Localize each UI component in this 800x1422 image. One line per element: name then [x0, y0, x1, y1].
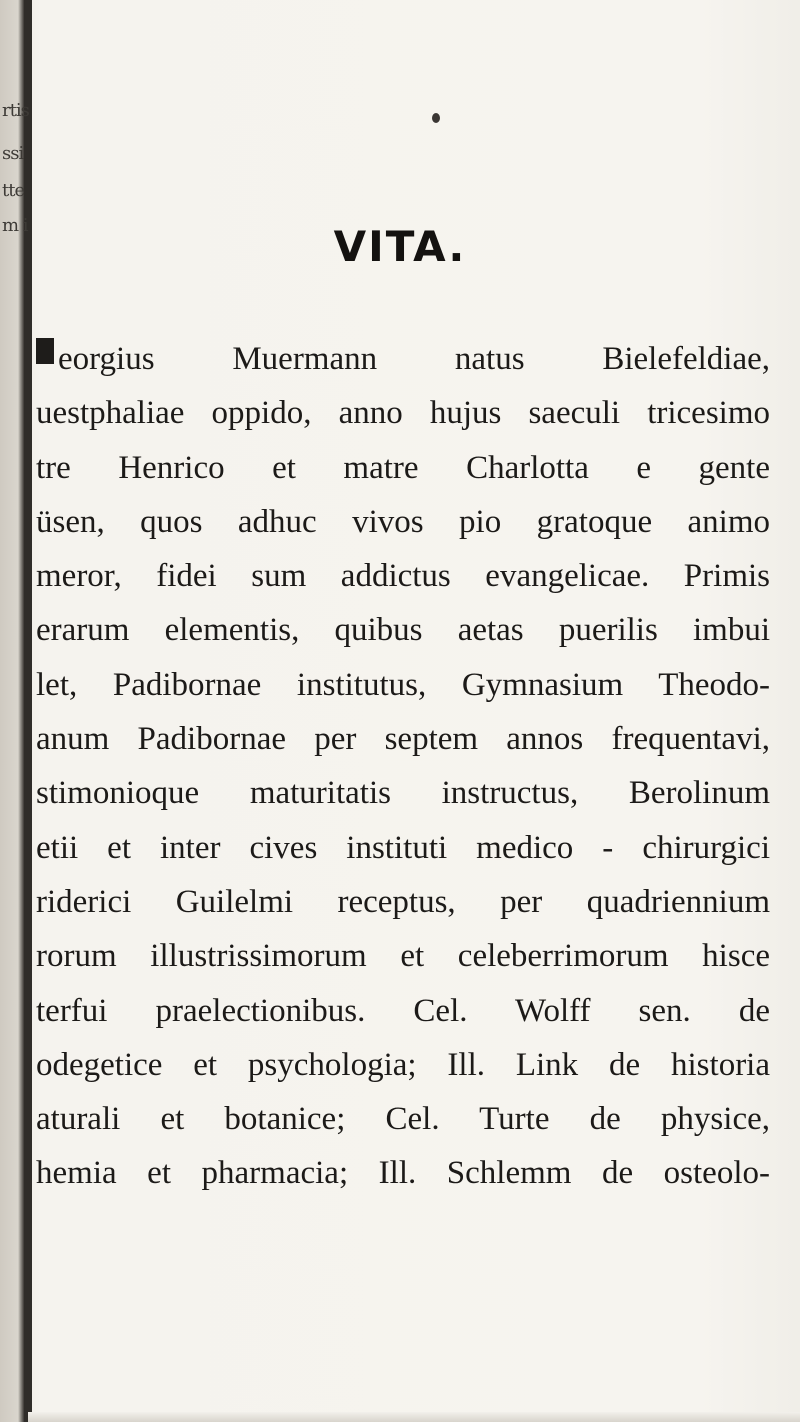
text-line: erarum elementis, quibus aetas puerilis imbui: [36, 612, 770, 649]
text-line: odegetice et psychologia; Ill. Link de historia: [36, 1046, 770, 1083]
ink-dot: [432, 113, 440, 123]
text-line: anum Padibornae per septem annos frequentavi,: [36, 721, 770, 758]
text-line: riderici Guilelmi receptus, per quadriennium: [36, 883, 770, 920]
text-line: etii et inter cives instituti medico - chirurgici: [36, 829, 770, 866]
text-line: üsen, quos adhuc vivos pio gratoque animo: [36, 503, 770, 540]
text-line: uestphaliae oppido, anno hujus saeculi tricesimo: [36, 395, 770, 432]
margin-fragment: rtis: [2, 100, 29, 121]
margin-fragment: tte: [2, 180, 25, 201]
text-line: terfui praelectionibus. Cel. Wolff sen. de: [36, 992, 770, 1029]
body-text: [36, 332, 776, 1201]
page-title: VITA.: [333, 222, 467, 271]
text-line: rorum illustrissimorum et celeberrimorum hisce: [36, 938, 770, 975]
text-line: eorgius Muermann natus Bielefeldiae,: [58, 341, 770, 377]
text-line: meror, fidei sum addictus evangelicae. Primis: [36, 558, 770, 595]
text-line: stimonioque maturitatis instructus, Berolinum: [36, 775, 770, 812]
binding-gutter: [24, 0, 32, 1422]
margin-fragment: ssi: [2, 143, 24, 164]
text-line: aturali et botanice; Cel. Turte de physice,: [36, 1101, 770, 1138]
text-line: tre Henrico et matre Charlotta e gente: [36, 449, 770, 486]
text-line: hemia et pharmacia; Ill. Schlemm de osteolo-: [36, 1155, 770, 1192]
margin-fragment: m i: [2, 215, 28, 236]
text-line: let, Padibornae institutus, Gymnasium Theodo-: [36, 666, 770, 703]
page-bottom-edge: [28, 1412, 800, 1422]
